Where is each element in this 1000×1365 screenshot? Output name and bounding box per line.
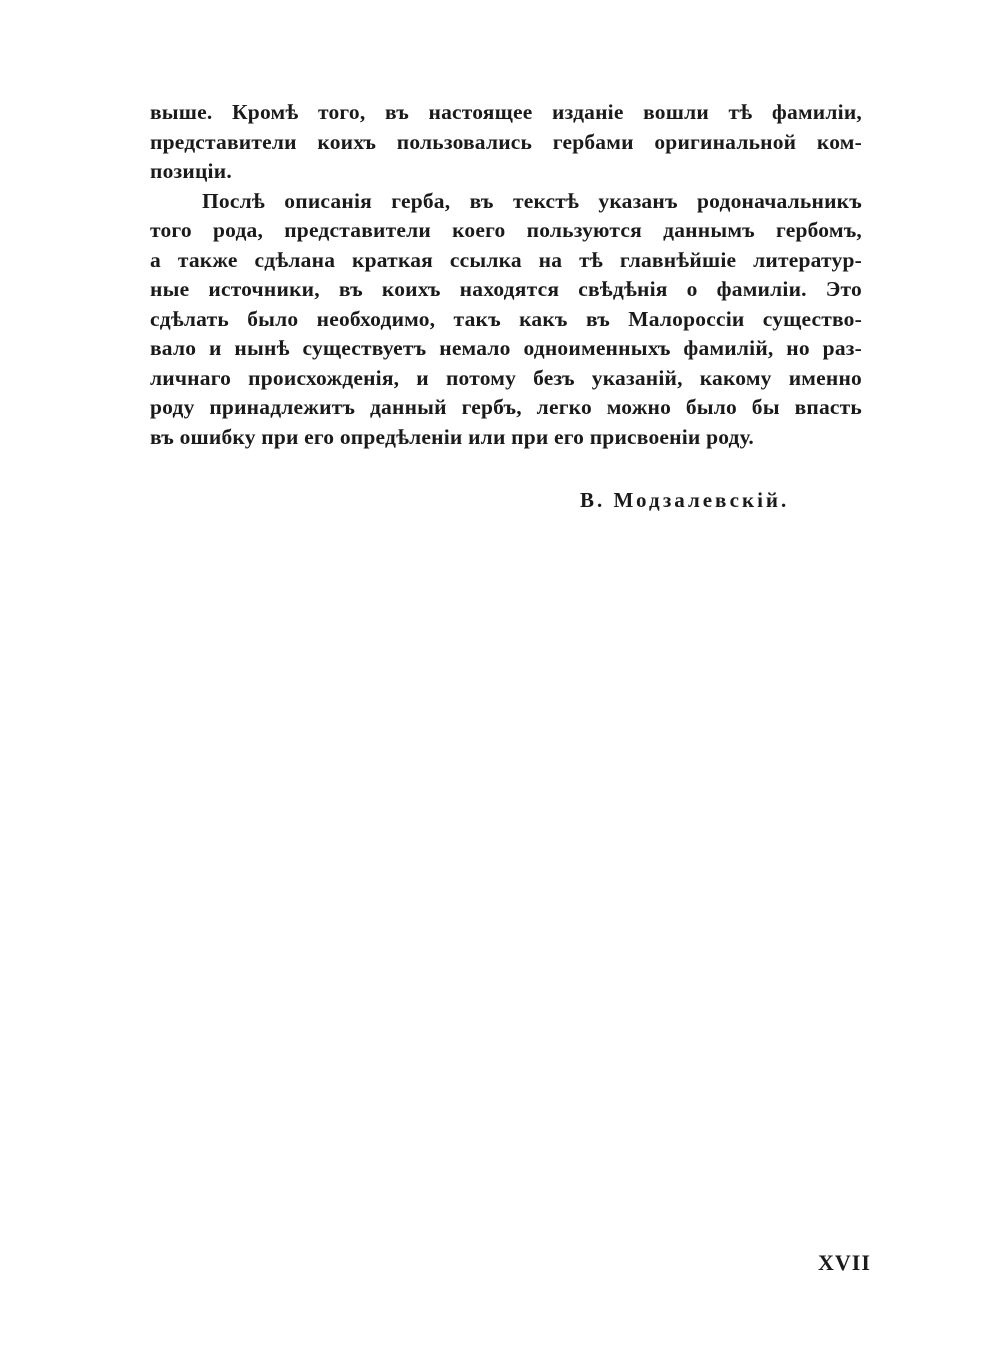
text-line: а также сдѣлана краткая ссылка на тѣ главнѣйшіе литератур-: [150, 247, 862, 272]
text-line: вало и нынѣ существуетъ немало одноименныхъ фамилій, но раз-: [150, 336, 862, 360]
text-line: представители коихъ пользовались гербами оригинальной ком-: [150, 129, 862, 154]
text-line: ные источники, въ коихъ находятся свѣдѣнія о фамиліи. Это: [150, 277, 862, 301]
text-line: того рода, представители коего пользуются даннымъ гербомъ,: [150, 218, 862, 242]
text-line: выше. Кромѣ того, въ настоящее изданіе вошли тѣ фамиліи,: [150, 100, 862, 124]
text-line: личнаго происхожденія, и потому безъ указаній, какому именно: [150, 365, 862, 390]
text-line: роду принадлежитъ данный гербъ, легко можно было бы впасть: [150, 395, 862, 419]
body-text: [150, 98, 862, 452]
text-line: позиціи.: [150, 159, 232, 183]
text-line: Послѣ описанія герба, въ текстѣ указанъ родоначальникъ: [202, 188, 862, 213]
author-signature: В. Модзалевскій.: [580, 488, 790, 512]
page-number: XVII: [818, 1250, 871, 1275]
paragraph-1: [150, 98, 862, 187]
text-line: сдѣлать было необходимо, такъ какъ въ Малороссіи существо-: [150, 306, 862, 331]
paragraph-2: [150, 187, 862, 453]
text-line: въ ошибку при его опредѣленіи или при его присвоеніи роду.: [150, 424, 755, 449]
